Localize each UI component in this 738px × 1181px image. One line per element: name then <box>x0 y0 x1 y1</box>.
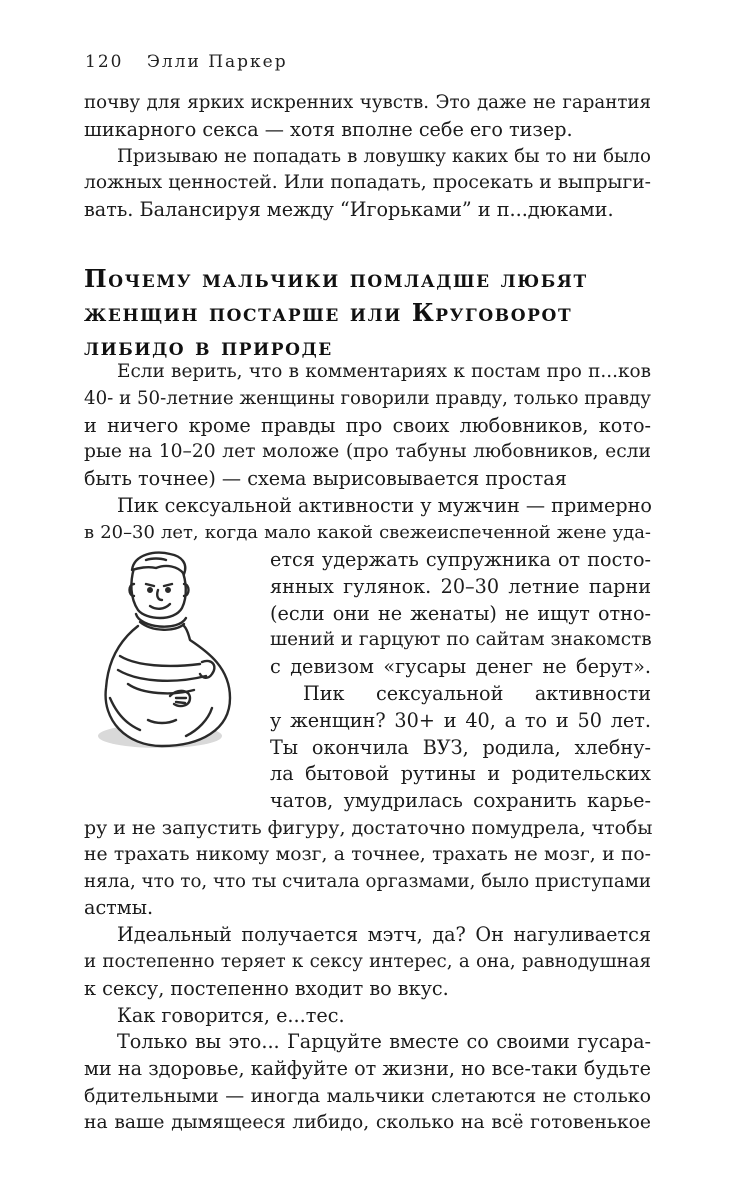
text-line: Как говорится, е...тес. <box>117 1003 345 1027</box>
text-line: Призываю не попадать в ловушку каких бы то ни было <box>117 145 651 167</box>
text-line: бдительными — иногда мальчики слетаются не столько <box>84 1084 651 1107</box>
text-line: в 20–30 лет, когда мало какой свежеиспеченной жене уда- <box>84 521 651 543</box>
text-line: (если они не женаты) не ищут отно- <box>270 601 651 625</box>
text-line: с девизом «гусары денег не берут». <box>270 655 651 679</box>
text-line: Пик сексуальной активности <box>303 681 651 705</box>
text-line: шений и гарцуют по сайтам знакомств <box>270 629 652 651</box>
paragraph-1 <box>84 359 651 493</box>
text-line: вать. Балансируя между “Игорьками” и п...дюками. <box>84 198 614 222</box>
text-line: няла, что то, что ты считала оргазмами, было приступами <box>84 870 651 892</box>
text-line: у женщин? 30+ и 40, а то и 50 лет. <box>270 708 651 732</box>
text-line: янных гулянок. 20–30 летние парни <box>270 574 651 598</box>
page-number: 120 <box>85 52 124 72</box>
section-heading <box>84 262 651 364</box>
heading-line: либидо в природе <box>84 332 333 361</box>
text-line: ру и не запустить фигуру, достаточно помудрела, чтобы <box>84 817 653 839</box>
text-line: и ничего кроме правды про своих любовников, кото- <box>84 413 651 437</box>
text-line: ложных ценностей. Или попадать, просекать и выпрыги- <box>84 172 651 194</box>
text-line: и постепенно теряет к сексу интерес, а она, равнодушная <box>84 950 651 972</box>
author-name: Элли Паркер <box>146 52 288 72</box>
text-line: не трахать никому мозг, а точнее, трахать не мозг, и по- <box>84 843 651 865</box>
paragraph-after-illustration <box>84 815 651 1137</box>
text-line: 40- и 50-летние женщины говорили правду, только правду <box>84 387 651 409</box>
text-line: Пик сексуальной активности у мужчин — примерно <box>117 494 652 517</box>
text-line: на ваше дымящееся либидо, сколько на всё готовенькое <box>84 1111 651 1133</box>
running-head <box>85 52 288 72</box>
paragraph-2 <box>84 493 651 547</box>
text-line: рые на 10–20 лет моложе (про табуны любовников, если <box>84 441 651 463</box>
heading-line: женщин постарше или Круговорот <box>84 298 573 327</box>
sitting-man-illustration-icon <box>90 548 260 758</box>
text-line: Только вы это... Гарцуйте вместе со своими гусара- <box>117 1030 651 1054</box>
wrapped-text <box>270 547 651 815</box>
text-line: ми на здоровье, кайфуйте от жизни, но все-таки будьте <box>84 1057 651 1081</box>
text-line: Если верить, что в комментариях к постам про п...ков <box>117 361 651 382</box>
text-line: шикарного секса — хотя вполне себе его тизер. <box>84 117 573 141</box>
text-line: Ты окончила ВУЗ, родила, хлебну- <box>270 735 651 759</box>
text-line: быть точнее) — схема вырисовывается простая <box>84 467 567 491</box>
intro-text <box>84 90 651 224</box>
text-line: ла бытовой рутины и родительских <box>270 762 651 786</box>
text-line: почву для ярких искренних чувств. Это даже не гарантия <box>84 92 651 113</box>
text-line: к сексу, постепенно входит во вкус. <box>84 976 449 1000</box>
text-line: астмы. <box>84 896 154 920</box>
text-line: ется удержать супружника от посто- <box>270 548 651 571</box>
text-line: Идеальный получается мэтч, да? Он нагуливается <box>117 923 651 947</box>
heading-line: Почему мальчики помладше любят <box>84 264 588 293</box>
text-line: чатов, умудрилась сохранить карье- <box>270 789 651 813</box>
